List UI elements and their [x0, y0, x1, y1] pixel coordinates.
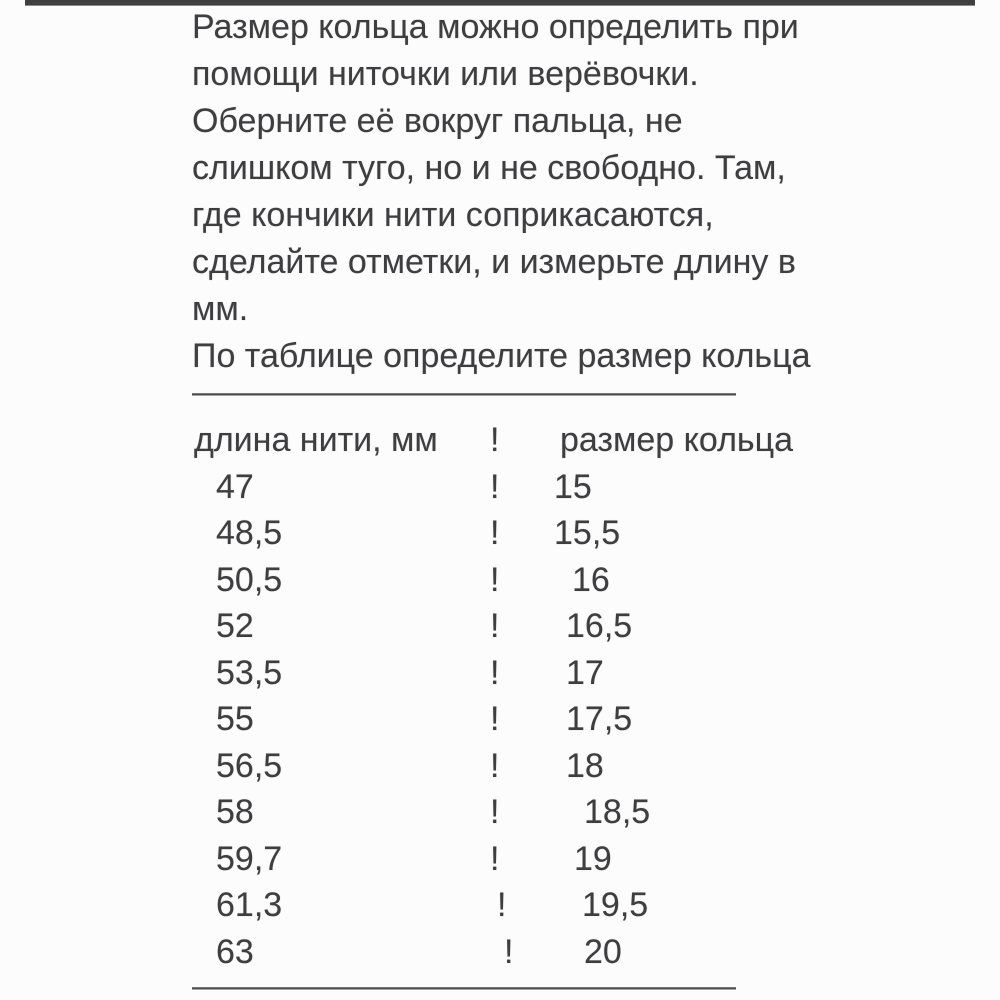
ring-size-instructions — [192, 4, 892, 380]
instruction-line: мм. — [192, 290, 249, 328]
instruction-line: По таблице определите размер кольца — [192, 337, 811, 375]
column-divider: ! — [490, 746, 500, 785]
header-column-divider: ! — [490, 421, 500, 459]
table-row — [192, 700, 892, 747]
column-divider: ! — [490, 839, 500, 878]
column-divider: ! — [490, 467, 500, 506]
separator-line-bottom: ———————————————— — [192, 967, 736, 1000]
thread-length-value: 52 — [216, 607, 254, 645]
ring-size-value: 17,5 — [566, 700, 633, 738]
column-divider: ! — [490, 653, 500, 692]
thread-length-value: 53,5 — [216, 653, 283, 692]
table-row — [192, 840, 892, 887]
separator-line-top: ———————————————— — [192, 373, 736, 411]
thread-length-value: 47 — [216, 467, 254, 506]
ring-size-value: 15 — [554, 467, 592, 506]
ring-size-value: 20 — [584, 932, 622, 971]
instruction-line: слишком туго, но и не свободно. Там, — [192, 149, 786, 187]
header-ring-size: размер кольца — [560, 421, 794, 459]
column-divider: ! — [490, 607, 500, 645]
instruction-line: помощи ниточки или верёвочки. — [192, 55, 699, 93]
column-divider: ! — [497, 886, 507, 924]
ring-size-value: 18 — [566, 746, 604, 785]
ring-size-table — [192, 421, 892, 979]
ring-size-value: 16,5 — [566, 607, 633, 645]
thread-length-value: 59,7 — [216, 839, 283, 878]
header-thread-length: длина нити, мм — [194, 421, 438, 459]
table-row — [192, 886, 892, 933]
ring-size-value: 19 — [574, 839, 612, 878]
ring-size-value: 17 — [566, 653, 604, 692]
thread-length-value: 56,5 — [216, 746, 283, 785]
instruction-line: где кончики нити соприкасаются, — [192, 196, 714, 234]
ring-size-value: 15,5 — [554, 514, 621, 552]
thread-length-value: 55 — [216, 700, 254, 738]
column-divider: ! — [490, 700, 500, 738]
table-row — [192, 561, 892, 608]
column-divider: ! — [504, 932, 514, 971]
thread-length-value: 63 — [216, 932, 254, 971]
table-row — [192, 607, 892, 654]
ring-size-value: 18,5 — [584, 793, 651, 831]
table-row — [192, 514, 892, 561]
thread-length-value: 58 — [216, 793, 254, 831]
table-row — [192, 654, 892, 701]
table-header-row — [192, 421, 892, 468]
table-row — [192, 747, 892, 794]
table-row — [192, 468, 892, 515]
instruction-line: Размер кольца можно определить при — [192, 8, 799, 46]
thread-length-value: 50,5 — [216, 560, 283, 599]
ring-size-value: 19,5 — [582, 886, 649, 924]
column-divider: ! — [490, 793, 500, 831]
instruction-line: сделайте отметки, и измерьте длину в — [192, 243, 796, 281]
column-divider: ! — [490, 514, 500, 552]
thread-length-value: 48,5 — [216, 514, 283, 552]
table-row — [192, 793, 892, 840]
ring-size-value: 16 — [572, 560, 610, 599]
column-divider: ! — [490, 560, 500, 599]
instruction-line: Оберните её вокруг пальца, не — [192, 102, 683, 140]
thread-length-value: 61,3 — [216, 886, 283, 924]
